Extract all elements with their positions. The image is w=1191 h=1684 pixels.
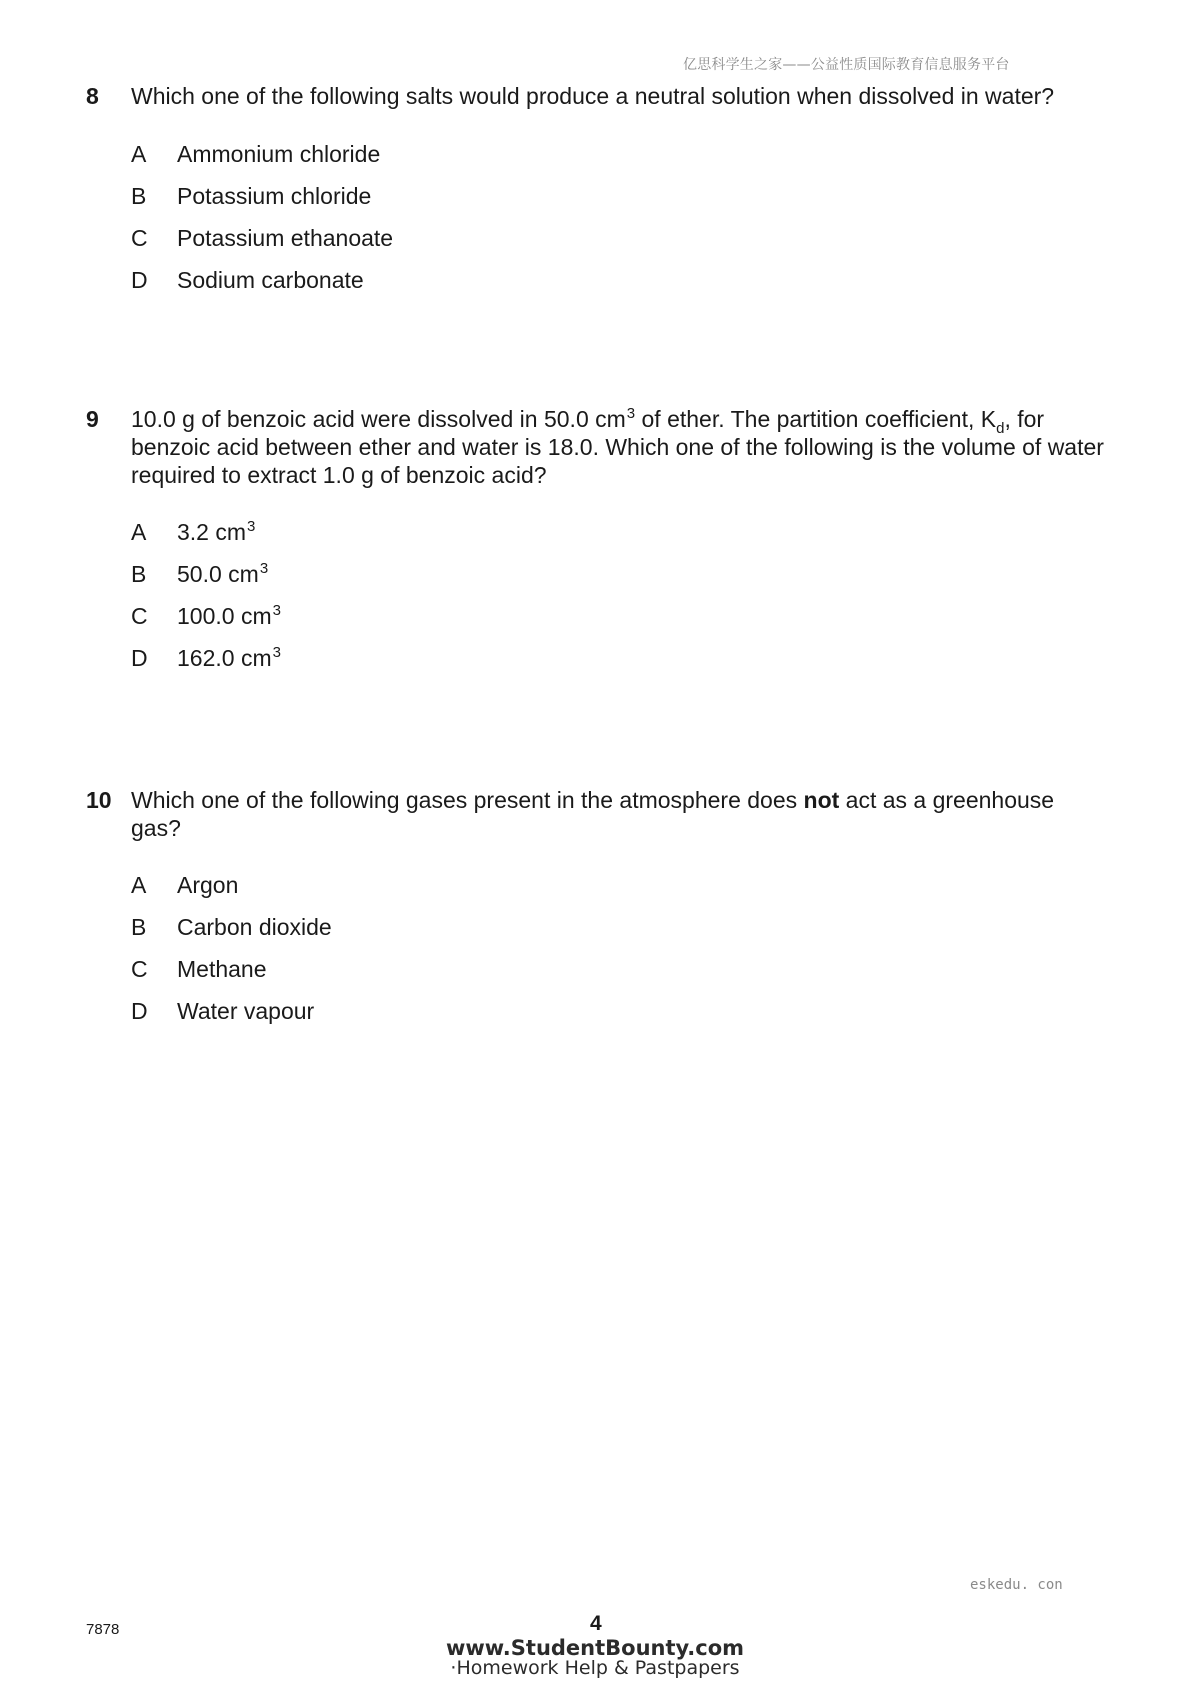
question-text-part: 10.0 g of benzoic acid were dissolved in 50.0 cm: [131, 406, 626, 432]
superscript: 3: [259, 560, 269, 577]
question-text: [131, 405, 1106, 489]
option-letter: B: [131, 561, 147, 587]
question-text-part: Which one of the following gases present in the atmosphere does: [131, 787, 804, 813]
superscript: 3: [272, 602, 281, 619]
question-text-part: of ether. The partition coefficient, K: [635, 406, 997, 432]
page-number: 4: [590, 1612, 602, 1635]
superscript: 3: [272, 644, 281, 661]
option-value: 162.0 cm: [177, 645, 272, 671]
option-text: Carbon dioxide: [177, 914, 332, 940]
emphasis-text: not: [803, 787, 840, 813]
option-text: [177, 602, 281, 630]
option-letter: A: [131, 872, 147, 898]
option-letter: C: [131, 225, 148, 251]
subscript: d: [996, 420, 1005, 437]
question-text-part: , for benzoic acid between ether and water is 18.0. Which one of the following is the volume of water required to extract 1.0 g of benzoic acid?: [131, 406, 1104, 488]
option-letter: C: [131, 956, 148, 982]
option-letter: C: [131, 603, 148, 629]
question-number: 10: [86, 787, 112, 813]
superscript: 3: [626, 405, 636, 422]
option-text: [177, 518, 255, 546]
option-text: [177, 644, 281, 672]
option-text: Water vapour: [177, 998, 315, 1024]
option-letter: B: [131, 183, 147, 209]
option-value: 3.2 cm: [177, 519, 247, 545]
logo-url: www.StudentBounty.com: [445, 1636, 745, 1660]
header-watermark: 亿思科学生之家——公益性质国际教育信息服务平台: [683, 57, 1010, 73]
option-letter: D: [131, 645, 148, 671]
option-text: Ammonium chloride: [177, 141, 381, 167]
question-number: 9: [86, 406, 99, 432]
option-text: Potassium chloride: [177, 183, 372, 209]
footer-watermark: eskedu. con: [970, 1577, 1063, 1593]
question-text: Which one of the following salts would produce a neutral solution when dissolved in water?: [131, 83, 1055, 109]
superscript: 3: [247, 518, 256, 535]
option-text: Sodium carbonate: [177, 267, 364, 293]
option-text: Methane: [177, 956, 267, 982]
option-letter: D: [131, 998, 148, 1024]
question-number: 8: [86, 83, 99, 109]
question-text-part: act as a greenhouse gas?: [131, 787, 1055, 841]
question-text: [131, 786, 1106, 842]
option-letter: D: [131, 267, 148, 293]
logo-tagline: ·Homework Help & Pastpapers: [450, 1657, 740, 1679]
option-value: 100.0 cm: [177, 603, 272, 629]
option-letter: A: [131, 141, 147, 167]
option-text: Argon: [177, 872, 239, 898]
option-text: [177, 560, 268, 588]
option-letter: B: [131, 914, 147, 940]
option-value: 50.0 cm: [177, 561, 259, 587]
option-text: Potassium ethanoate: [177, 225, 394, 251]
studentbounty-logo[interactable]: [445, 1637, 745, 1679]
paper-code: 7878: [86, 1621, 120, 1638]
option-letter: A: [131, 519, 147, 545]
